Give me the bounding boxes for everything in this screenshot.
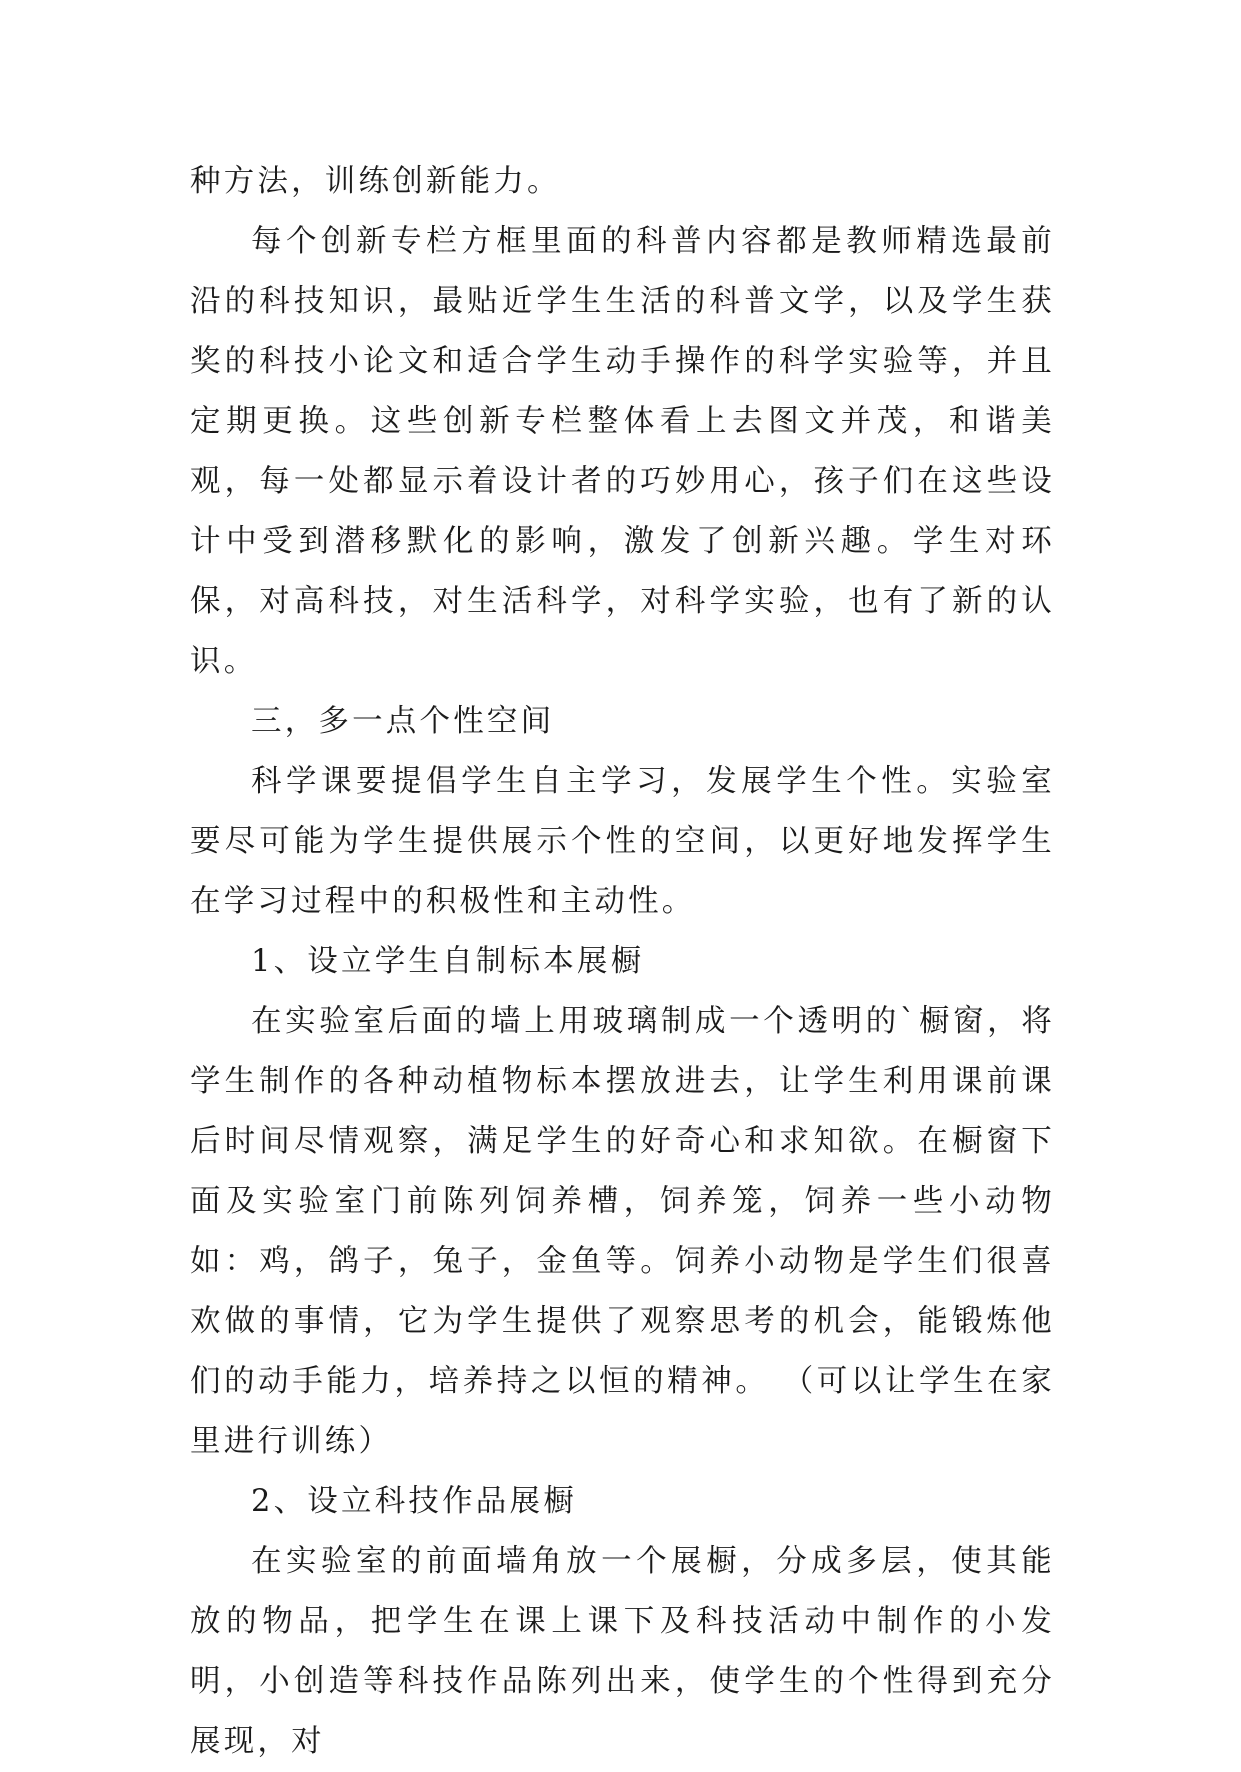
paragraph-continuation: 种方法，训练创新能力。 [190,164,561,199]
paragraph-innovation-column: 每个创新专栏方框里面的科普内容都是教师精选最前沿的科技知识，最贴近学生生活的科普文学，以及学生获奖的科技小论文和适合学生动手操作的科学实验等，并且定期更换。这些创新专栏整体看上去图文并茂，和谐美观，每一处都显示着设计者的巧妙用心，孩子们在这些设计中受到潜移默化的影响，激发了创新兴趣。学生对环保，对高科技，对生活科学，对科学实验，也有了新的认识。 [190,224,1055,679]
paragraph-science-class: 科学课要提倡学生自主学习，发展学生个性。实验室要尽可能为学生提供展示个性的空间，以更好地发挥学生在学习过程中的积极性和主动性。 [190,764,1055,919]
document-body [190,152,1055,1772]
paragraph-tech-works-cabinet: 在实验室的前面墙角放一个展橱，分成多层，使其能放的物品，把学生在课上课下及科技活动中制作的小发明，小创造等科技作品陈列出来，使学生的个性得到充分展现，对 [190,1544,1055,1759]
subheading-specimen-cabinet: 1、设立学生自制标本展橱 [251,944,645,979]
paragraph-specimen-cabinet: 在实验室后面的墙上用玻璃制成一个透明的`橱窗，将学生制作的各种动植物标本摆放进去，让学生利用课前课后时间尽情观察，满足学生的好奇心和求知欲。在橱窗下面及实验室门前陈列饲养槽，饲养笼，饲养一些小动物如：鸡，鸽子，兔子，金鱼等。饲养小动物是学生们很喜欢做的事情，它为学生提供了观察思考的机会，能锻炼他们的动手能力，培养持之以恒的精神。 （可以让学生在家里进行训练） [190,1004,1055,1459]
section-heading-personal-space: 三，多一点个性空间 [251,704,555,739]
subheading-tech-works-cabinet: 2、设立科技作品展橱 [251,1484,577,1519]
